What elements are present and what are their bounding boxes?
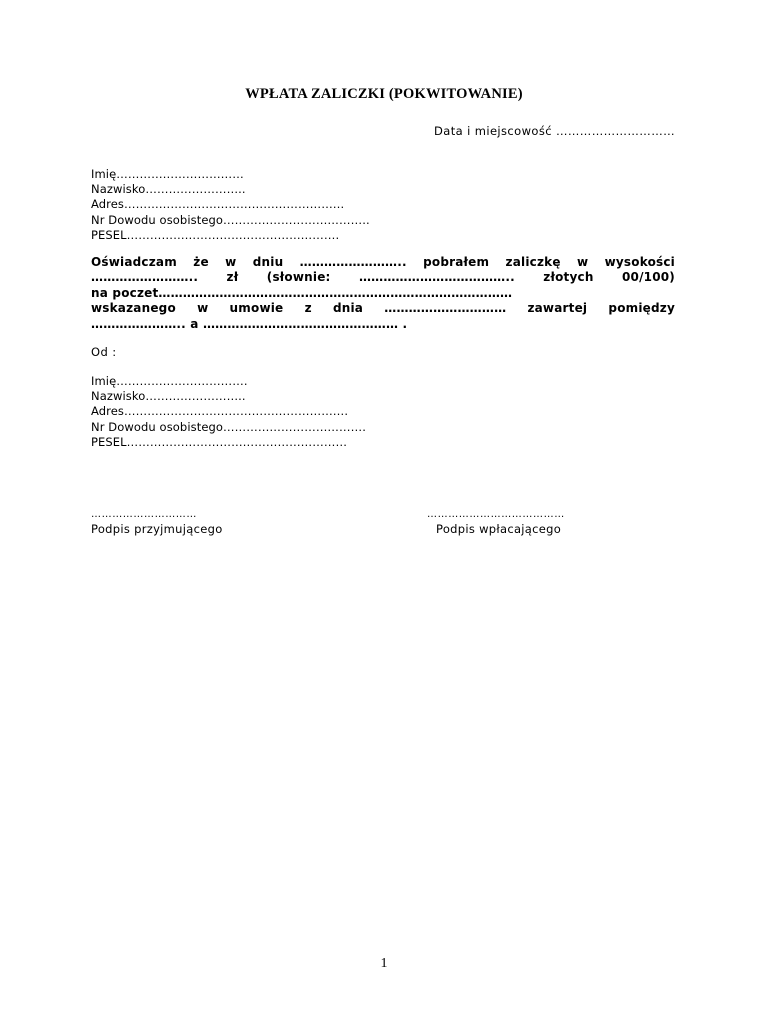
recipient-id-number-field: Nr Dowodu osobistego………………………………..: [91, 212, 370, 227]
recipient-last-name-field: Nazwisko……………………..: [91, 182, 246, 197]
payer-address-field: Adres………………………………………………….: [91, 404, 349, 419]
signature-payer: [427, 508, 565, 536]
recipient-first-name-field: Imię……………………………: [91, 167, 244, 181]
recipient-fields: [91, 167, 370, 243]
statement-paragraph: [91, 255, 675, 332]
page-number: 1: [380, 956, 388, 971]
recipient-pesel-field: PESEL……………………………………………….: [91, 227, 340, 242]
document-title: WPŁATA ZALICZKI (POKWITOWANIE): [245, 86, 523, 102]
date-place-field: Data i miejscowość …………………………: [434, 124, 675, 138]
signature-payer-label: Podpis wpłacającego: [436, 522, 562, 536]
statement-line: wskazanego w umowie z dnia ………………………… zawartej pomiędzy: [91, 301, 675, 316]
signature-line: …………………………: [91, 509, 197, 520]
statement-line: Oświadczam że w dniu …………………….. pobrałem zaliczkę w wysokości: [91, 255, 675, 269]
payer-last-name-field: Nazwisko……………………..: [91, 389, 246, 404]
payer-id-number-field: Nr Dowodu osobistego……………………………….: [91, 419, 366, 434]
statement-line: ………………….. a ………………………………………… .: [91, 316, 408, 331]
od-label: Od :: [91, 345, 117, 359]
signature-receiver: [91, 508, 223, 536]
payer-fields: [91, 374, 366, 450]
payer-first-name-field: Imię…………………………….: [91, 374, 248, 388]
signature-receiver-label: Podpis przyjmującego: [91, 522, 223, 536]
signature-line: …………………………………: [427, 509, 565, 520]
payer-pesel-field: PESEL…………………………………………………: [91, 434, 348, 449]
statement-line: …………………….. zł (słownie: ……………………………….. złotych 00/100): [91, 270, 675, 285]
statement-line: na poczet……………………………………………………………………………: [91, 285, 513, 300]
recipient-address-field: Adres…………………………………………………: [91, 197, 345, 212]
